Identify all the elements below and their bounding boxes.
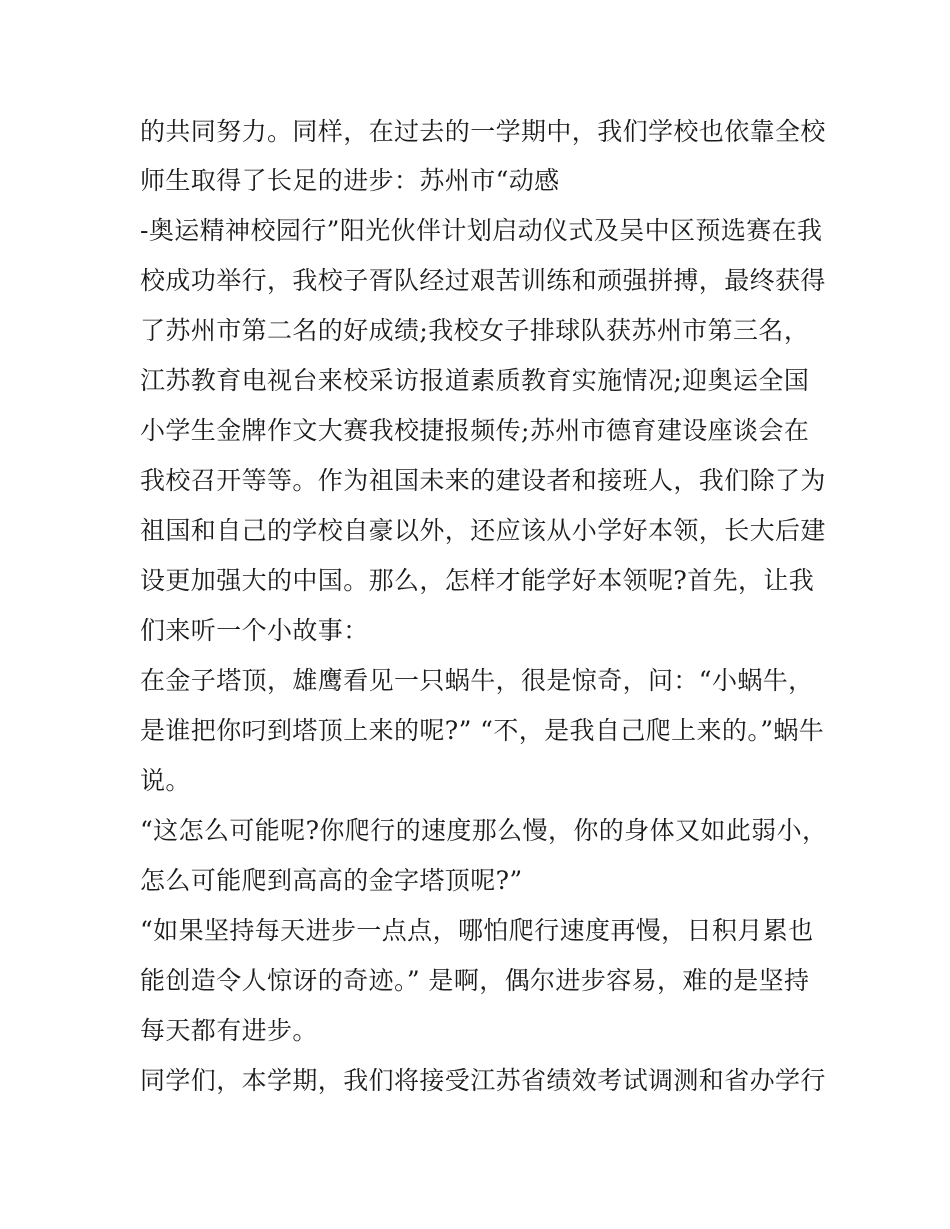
text-line: -奥运精神校园行”阳光伙伴计划启动仪式及吴中区预选赛在我 [140, 216, 823, 245]
text-line: 祖国和自己的学校自豪以外，还应该从小学好本领，长大后建 [140, 516, 826, 545]
text-line: 怎么可能爬到高高的金字塔顶呢?” [140, 866, 523, 895]
text-line: 们来听一个小故事： [140, 616, 369, 645]
text-line: 的共同努力。同样，在过去的一学期中，我们学校也依靠全校 [140, 117, 826, 146]
text-line: 在金子塔顶，雄鹰看见一只蜗牛，很是惊奇，问：“小蜗牛， [140, 666, 814, 695]
text-line: 了苏州市第二名的好成绩;我校女子排球队获苏州市第三名， [140, 316, 810, 345]
text-line: 每天都有进步。 [140, 1016, 318, 1045]
text-line: “如果坚持每天进步一点点，哪怕爬行速度再慢，日积月累也 [140, 916, 814, 945]
text-line: 是谁把你叼到塔顶上来的呢?” “不，是我自己爬上来的。”蜗牛 [140, 716, 825, 745]
text-line: “这怎么可能呢?你爬行的速度那么慢，你的身体又如此弱小， [140, 816, 828, 845]
text-line: 校成功举行，我校子胥队经过艰苦训练和顽强拼搏，最终获得 [140, 266, 826, 295]
text-line: 能创造令人惊讶的奇迹。” 是啊，偶尔进步容易，难的是坚持 [140, 966, 810, 995]
text-line: 说。 [140, 766, 191, 795]
text-line: 小学生金牌作文大赛我校捷报频传;苏州市德育建设座谈会在 [140, 416, 810, 445]
text-line: 师生取得了长足的进步：苏州市“动感 [140, 166, 560, 195]
text-line: 同学们，本学期，我们将接受江苏省绩效考试调测和省办学行 [140, 1066, 826, 1095]
text-line: 设更加强大的中国。那么，怎样才能学好本领呢?首先，让我 [140, 566, 815, 595]
text-line: 我校召开等等。作为祖国未来的建设者和接班人，我们除了为 [140, 466, 826, 495]
text-line: 江苏教育电视台来校采访报道素质教育实施情况;迎奥运全国 [140, 366, 810, 395]
